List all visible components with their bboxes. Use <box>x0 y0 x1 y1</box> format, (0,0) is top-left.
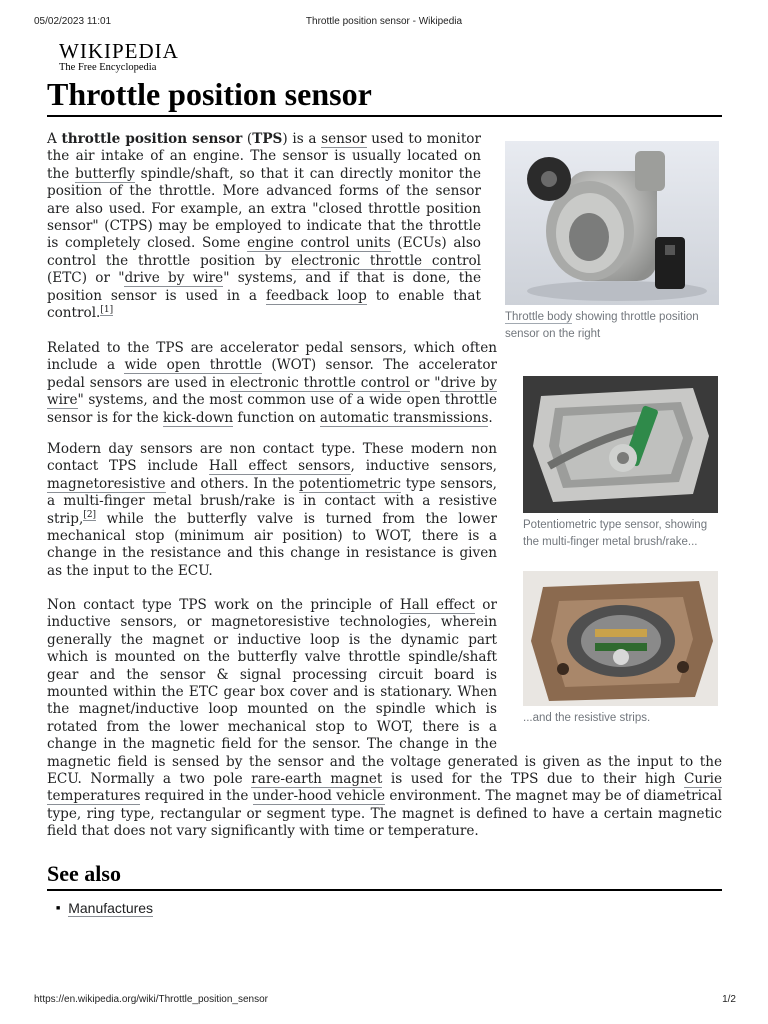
term-tps-abbr: TPS <box>252 131 283 147</box>
logo-wordmark: WIKIPEDIA <box>59 39 179 63</box>
link-electronic-throttle-control-2[interactable]: electronic throttle control <box>229 374 410 391</box>
modern-sensors-paragraph: Modern day sensors are non contact type. These modern non contact TPS include Hall effect sensors, inductive sensors, magnetoresistive and others. In the potentiometric type sensors, a multi-finger metal brush/rake is in contact with a resistive strip,[2] while the butterfly valve is turned from the lower mechanical stop (minimum air position) to WOT, there is a change in the resistance and this change in resistance is given as the input to the ECU. <box>47 441 498 579</box>
link-kick-down[interactable]: kick-down <box>163 409 234 426</box>
link-drive-by-wire[interactable]: drive by wire <box>124 270 224 287</box>
see-also-divider <box>47 889 722 891</box>
wikipedia-logo[interactable] <box>59 40 179 73</box>
figure-3-caption: ...and the resistive strips. <box>523 712 651 724</box>
link-magnetoresistive[interactable]: magnetoresistive <box>47 475 166 492</box>
print-url: https://en.wikipedia.org/wiki/Throttle_position_sensor <box>34 994 269 1005</box>
print-date: 05/02/2023 11:01 <box>34 16 112 27</box>
link-hall-effect-sensors[interactable]: Hall effect sensors <box>208 458 351 475</box>
link-butterfly[interactable]: butterfly <box>75 165 135 182</box>
intro-paragraph: A throttle position sensor (TPS) is a sensor used to monitor the air intake of an engine. The sensor is usually located on the butterfly spindle/shaft, so that it can directly monitor the position of the throttle. More advanced forms of the sensor are also used. For example, an extra "closed throttle position sensor" (CTPS) may be employed to indicate that the throttle is completely closed. Some engine control units (ECUs) also control the throttle position by electronic throttle control (ETC) or "drive by wire" systems, and if that is done, the position sensor is used in a feedback loop to enable that control.[1] <box>47 131 482 322</box>
throttle-body-image[interactable] <box>505 141 719 305</box>
link-engine-control-units[interactable]: engine control units <box>247 235 391 252</box>
term-tps: throttle position sensor <box>61 131 243 147</box>
link-drive-by-wire-2[interactable]: drive by wire <box>47 374 497 409</box>
link-manufactures[interactable]: Manufactures <box>68 900 154 916</box>
title-divider <box>47 115 722 117</box>
link-wide-open-throttle[interactable]: wide open throttle <box>124 357 262 374</box>
link-throttle-body[interactable]: Throttle body <box>505 311 573 323</box>
figure-1-caption: Throttle body showing throttle position sensor on the right <box>505 311 699 340</box>
link-sensor[interactable]: sensor <box>321 131 367 147</box>
accelerator-paragraph: Related to the TPS are accelerator pedal sensors, which often include a wide open throttle (WOT) sensor. The accelerator pedal sensors are used in electronic throttle control or "drive by wire" systems, and the most common use of a wide open throttle sensor is for the kick-down function on automatic transmissions. <box>47 340 497 426</box>
link-under-hood-vehicle[interactable]: under-hood vehicle <box>252 788 386 805</box>
print-page-number: 1/2 <box>722 994 736 1005</box>
see-also-heading: See also <box>47 861 121 886</box>
reference-2[interactable]: [2] <box>83 510 97 521</box>
link-hall-effect[interactable]: Hall effect <box>399 597 475 613</box>
link-curie-temperatures[interactable]: Curie temperatures <box>47 771 722 805</box>
link-rare-earth-magnet[interactable]: rare-earth magnet <box>251 771 383 788</box>
figure-2-caption: Potentiometric type sensor, showing the multi-finger metal brush/rake... <box>523 519 708 548</box>
link-potentiometric[interactable]: potentiometric <box>299 475 402 492</box>
page-title: Throttle position sensor <box>47 76 372 112</box>
see-also-item <box>56 900 153 916</box>
link-feedback-loop[interactable]: feedback loop <box>265 287 367 304</box>
see-also-list <box>56 900 153 916</box>
figure-3-wrap-space <box>497 597 722 753</box>
link-automatic-transmissions[interactable]: automatic transmissions <box>319 409 489 426</box>
logo-tagline: The Free Encyclopedia <box>59 62 157 73</box>
figure-potentiometric-sensor <box>523 376 719 551</box>
non-contact-paragraph-top: Non contact type TPS work on the principle of Hall effect or inductive sensors, or magnetoresistive technologies, wherein generally the magnet or inductive loop is the dynamic part which is mounted on the butterfly valve throttle spindle/shaft gear and the sensor & signal processing circuit board is mounted within the ETC gear box cover and is stationary. When the magnet/inductive loop mounted on the spindle which is rotated from the lower mechanical stop to WOT, there is a change in the magnetic field for the sensor. The change in the magnetic field is sensed by the sensor and the voltage generated is given as the input to the ECU. Normally a two pole rare-earth magnet is used for the TPS due to their high Curie temperatures required in the under-hood vehicle environment. The magnet may be of diametrical type, ring type, rectangular or segment type. The magnet is defined to have a certain magnetic field that does not vary significantly with time or temperature. <box>47 597 722 840</box>
figure-throttle-body <box>505 141 720 343</box>
reference-1[interactable]: [1] <box>100 304 114 315</box>
potentiometric-sensor-image[interactable] <box>523 376 718 513</box>
print-page-title: Throttle position sensor - Wikipedia <box>305 16 463 27</box>
link-electronic-throttle-control[interactable]: electronic throttle control <box>291 252 481 269</box>
